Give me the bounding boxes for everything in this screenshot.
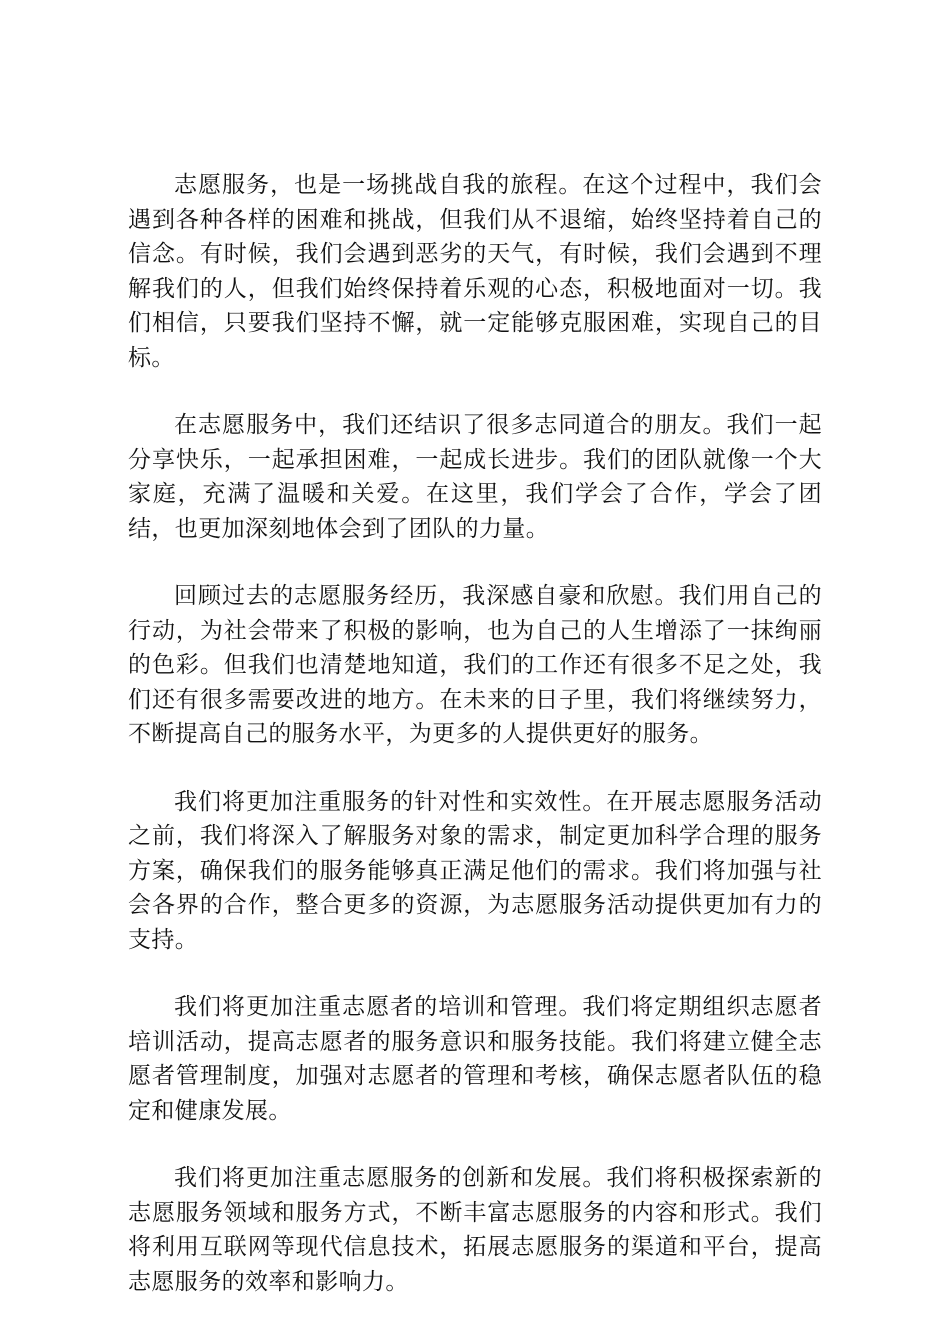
document-body — [128, 168, 822, 1332]
paragraph-training: 我们将更加注重志愿者的培训和管理。我们将定期组织志愿者培训活动，提高志愿者的服务意识和服务技能。我们将建立健全志愿者管理制度，加强对志愿者的管理和考核，确保志愿者队伍的稳定和健康发展。 — [128, 994, 822, 1124]
paragraph-targeting: 我们将更加注重服务的针对性和实效性。在开展志愿服务活动之前，我们将深入了解服务对象的需求，制定更加科学合理的服务方案，确保我们的服务能够真正满足他们的需求。我们将加强与社会各界的合作，整合更多的资源，为志愿服务活动提供更加有力的支持。 — [128, 788, 822, 953]
paragraph-innovation: 我们将更加注重志愿服务的创新和发展。我们将积极探索新的志愿服务领域和服务方式，不断丰富志愿服务的内容和形式。我们将利用互联网等现代信息技术，拓展志愿服务的渠道和平台，提高志愿服务的效率和影响力。 — [128, 1165, 822, 1295]
paragraph-challenge: 志愿服务，也是一场挑战自我的旅程。在这个过程中，我们会遇到各种各样的困难和挑战，但我们从不退缩，始终坚持着自己的信念。有时候，我们会遇到恶劣的天气，有时候，我们会遇到不理解我们的人，但我们始终保持着乐观的心态，积极地面对一切。我们相信，只要我们坚持不懈，就一定能够克服困难，实现自己的目标。 — [128, 172, 822, 371]
paragraph-friends: 在志愿服务中，我们还结识了很多志同道合的朋友。我们一起分享快乐，一起承担困难，一起成长进步。我们的团队就像一个大家庭，充满了温暖和关爱。在这里，我们学会了合作，学会了团结，也更加深刻地体会到了团队的力量。 — [128, 412, 822, 542]
paragraph-review: 回顾过去的志愿服务经历，我深感自豪和欣慰。我们用自己的行动，为社会带来了积极的影响，也为自己的人生增添了一抹绚丽的色彩。但我们也清楚地知道，我们的工作还有很多不足之处，我们还有很多需要改进的地方。在未来的日子里，我们将继续努力，不断提高自己的服务水平，为更多的人提供更好的服务。 — [128, 583, 822, 747]
